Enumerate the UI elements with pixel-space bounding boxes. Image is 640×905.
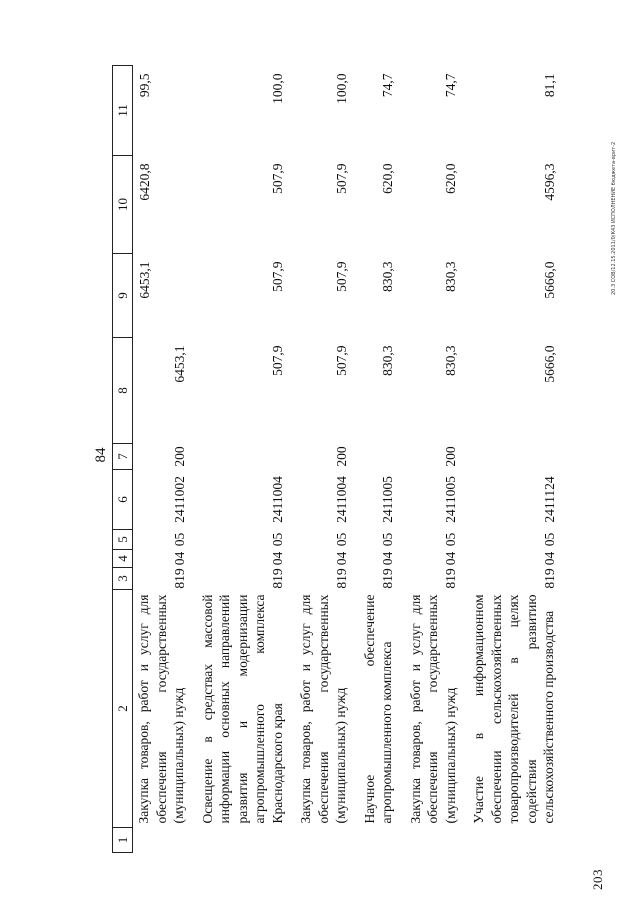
cell-col9: 5666,0 bbox=[541, 261, 557, 299]
row-name: Научное обеспечение агропромышленного комплекса bbox=[361, 594, 394, 824]
cell-section: 04 bbox=[379, 551, 395, 566]
cell-ministry: 819 bbox=[171, 568, 187, 589]
cell-col11: 100,0 bbox=[270, 73, 285, 104]
table-row bbox=[133, 66, 190, 853]
corner-page-number: 203 bbox=[590, 869, 605, 890]
table-row bbox=[405, 66, 462, 853]
cell-target-article: 2411005 bbox=[443, 476, 458, 523]
cell-section: 04 bbox=[171, 551, 187, 566]
cell-target-article: 2411124 bbox=[541, 476, 557, 523]
cell-subsection: 05 bbox=[270, 532, 285, 547]
table-row bbox=[359, 66, 398, 853]
page-number: 84 bbox=[93, 447, 109, 463]
cell-col11: 100,0 bbox=[333, 73, 349, 104]
cell-ministry: 819 bbox=[333, 568, 349, 589]
cell-section: 04 bbox=[541, 551, 557, 566]
cell-target-article: 2411004 bbox=[333, 476, 349, 523]
cell-col10: 620,0 bbox=[443, 163, 458, 194]
cell-subsection: 05 bbox=[171, 532, 187, 547]
col-header-3: 3 bbox=[113, 568, 133, 590]
cell-section: 04 bbox=[270, 551, 285, 566]
cell-col10: 620,0 bbox=[379, 163, 395, 194]
cell-target-article: 2411004 bbox=[270, 476, 285, 523]
row-name: Закупка товаров, работ и услуг для обеспечения государственных (муниципальных) нужд bbox=[136, 594, 186, 824]
col-header-10: 10 bbox=[113, 156, 133, 254]
cell-col8: 507,9 bbox=[270, 345, 285, 376]
cell-subsection: 05 bbox=[443, 532, 458, 547]
cell-ministry: 819 bbox=[379, 568, 395, 589]
cell-expense-type bbox=[468, 444, 560, 470]
cell-col9: 830,3 bbox=[443, 261, 458, 292]
cell-expense-type bbox=[359, 444, 398, 470]
cell-subsection: 05 bbox=[333, 532, 349, 547]
row-name: Закупка товаров, работ и услуг для обеспечения государственных (муниципальных) нужд bbox=[298, 594, 348, 824]
cell-expense-type bbox=[197, 444, 289, 470]
cell-expense-type: 200 bbox=[443, 446, 458, 467]
cell-col9: 830,3 bbox=[379, 261, 395, 292]
col-header-4: 4 bbox=[113, 550, 133, 568]
cell-col9: 6453,1 bbox=[137, 261, 152, 299]
cell-col11: 99,5 bbox=[137, 73, 152, 98]
table-row bbox=[468, 66, 560, 853]
col-header-7: 7 bbox=[113, 444, 133, 470]
table-row bbox=[197, 66, 289, 853]
cell-col11: 81,1 bbox=[541, 73, 557, 98]
cell-col8: 507,9 bbox=[333, 345, 349, 376]
cell-col11: 74,7 bbox=[443, 73, 458, 98]
col-header-2: 2 bbox=[113, 590, 133, 828]
col-header-8: 8 bbox=[113, 338, 133, 444]
cell-ministry: 819 bbox=[270, 568, 285, 589]
cell-col9: 507,9 bbox=[333, 261, 349, 292]
cell-col9: 507,9 bbox=[270, 261, 285, 292]
footer-file-path: 20.3 СОВ/12.15.2011/0/К43 ИСПОЛНЕНИЕ бюджета-врит-2 bbox=[611, 141, 617, 295]
column-number-header bbox=[113, 66, 133, 853]
cell-expense-type: 200 bbox=[171, 446, 187, 467]
cell-col8: 830,3 bbox=[443, 345, 458, 376]
table-row bbox=[295, 66, 352, 853]
col-header-11: 11 bbox=[113, 66, 133, 156]
cell-section: 04 bbox=[333, 551, 349, 566]
row-name: Закупка товаров, работ и услуг для обеспечения государственных (муниципальных) нужд bbox=[407, 594, 458, 824]
cell-col10: 507,9 bbox=[270, 163, 285, 194]
cell-col8: 6453,1 bbox=[171, 345, 187, 383]
cell-section: 04 bbox=[443, 551, 458, 566]
cell-col8: 5666,0 bbox=[541, 345, 557, 383]
cell-target-article: 2411002 bbox=[171, 476, 187, 523]
col-header-6: 6 bbox=[113, 470, 133, 530]
col-header-9: 9 bbox=[113, 254, 133, 338]
cell-col10: 4596,3 bbox=[541, 163, 557, 201]
cell-col10: 6420,8 bbox=[137, 163, 152, 201]
cell-expense-type: 200 bbox=[333, 446, 349, 467]
cell-col8: 830,3 bbox=[379, 345, 395, 376]
col-header-5: 5 bbox=[113, 530, 133, 550]
col-header-1: 1 bbox=[113, 828, 133, 853]
cell-subsection: 05 bbox=[541, 532, 557, 547]
cell-ministry: 819 bbox=[541, 568, 557, 589]
row-name: Освещение в средствах массовой информации основных направлений развития и модернизации агропромышленного комплекса Краснодарского края bbox=[199, 594, 285, 824]
cell-col10: 507,9 bbox=[333, 163, 349, 194]
cell-ministry: 819 bbox=[443, 568, 458, 589]
row-name: Участие в информационном обеспечении сельскохозяйственных товаропроизводителей в целях содействия развитию сельскохозяйственного производства bbox=[471, 594, 556, 824]
cell-subsection: 05 bbox=[379, 532, 395, 547]
cell-col11: 74,7 bbox=[379, 73, 395, 98]
budget-table bbox=[112, 65, 560, 853]
cell-target-article: 2411005 bbox=[379, 476, 395, 523]
